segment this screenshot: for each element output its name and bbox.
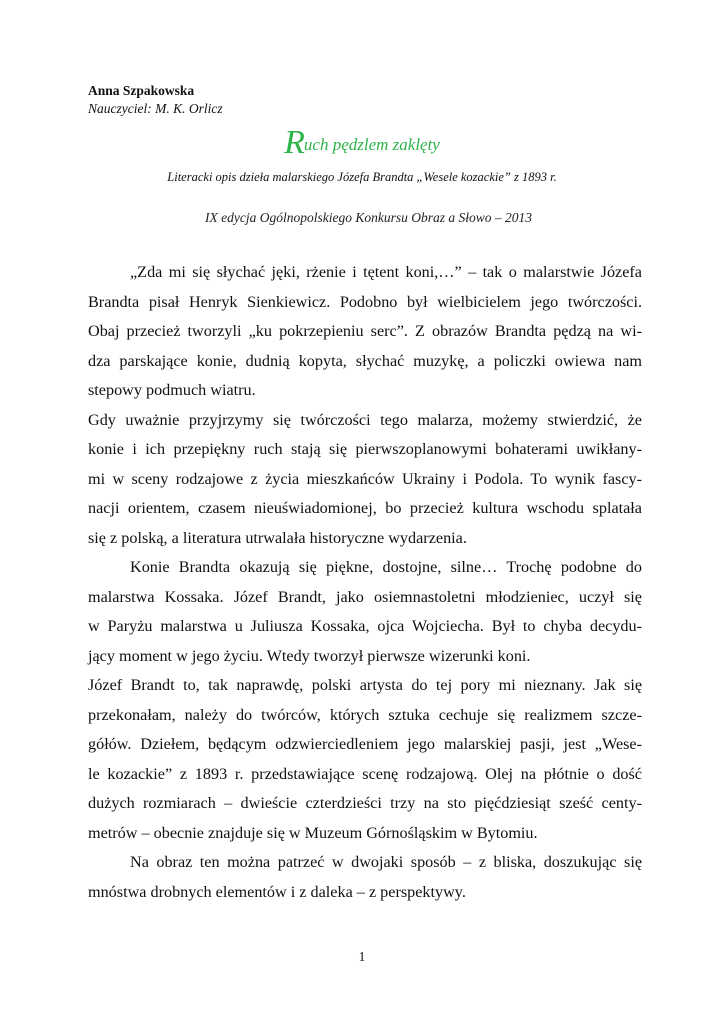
text-line: „Zda mi się słychać jęki, rżenie i tętent koni,…” – tak o malarstwie Józefa (130, 263, 642, 281)
body-text (88, 258, 642, 907)
page-number: 1 (358, 949, 366, 964)
text-line: konie i ich przepiękny ruch stają się pierwszoplanowymi bohaterami uwikłany- (88, 440, 642, 458)
text-line: metrów – obecnie znajduje się w Muzeum Górnośląskim w Bytomiu. (88, 823, 538, 842)
text-line: mi w sceny rodzajowe z życia mieszkańców Ukrainy i Podola. To wynik fascy- (88, 469, 642, 488)
text-line: Obaj przecież tworzyli „ku pokrzepieniu serc”. Z obrazów Brandta pędzą na wi- (88, 322, 642, 340)
paragraph-4 (88, 671, 642, 848)
document-subtitle: Literacki opis dzieła malarskiego Józefa Brandta „Wesele kozackie” z 1893 r. (167, 170, 557, 184)
text-line: w Paryżu malarstwa u Juliusza Kossaka, ojca Wojciecha. Był to chyba decydu- (88, 617, 642, 635)
text-line: Józef Brandt to, tak naprawdę, polski artysta do tej pory mi nieznany. Jak się (88, 676, 642, 694)
teacher-name: Nauczyciel: M. K. Orlicz (88, 101, 223, 116)
paragraph-1 (88, 258, 642, 406)
text-line: się z polską, a literatura utrwalała historyczne wydarzenia. (88, 528, 467, 547)
text-line: stepowy podmuch wiatru. (88, 381, 256, 399)
text-line: jący moment w jego życiu. Wtedy tworzył pierwsze wizerunki koni. (88, 646, 531, 665)
author-name: Anna Szpakowska (88, 83, 195, 98)
text-line: mnóstwa drobnych elementów i z daleka – z perspektywy. (88, 882, 466, 901)
text-line: Brandta pisał Henryk Sienkiewicz. Podobno był wielbicielem jego twórczości. (88, 292, 642, 311)
text-line: dużych rozmiarach – dwieście czterdzieści trzy na sto pięćdziesiąt sześć centy- (88, 794, 642, 812)
contest-edition: IX edycja Ogólnopolskiego Konkursu Obraz a Słowo – 2013 (205, 210, 532, 225)
text-line: gółów. Dziełem, będącym odzwierciedleniem jego malarskiej pasji, jest „Wese- (88, 735, 642, 753)
paragraph-3 (88, 553, 642, 671)
paragraph-2 (88, 406, 642, 554)
text-line: le kozackie” z 1893 r. przedstawiające scenę rodzajową. Olej na płótnie o dość (88, 764, 642, 783)
title-initial: R (284, 124, 304, 161)
paragraph-5 (88, 848, 642, 907)
text-line: Konie Brandta okazują się piękne, dostojne, silne… Trochę podobne do (130, 558, 642, 576)
text-line: Na obraz ten można patrzeć w dwojaki sposób – z bliska, doszukując się (130, 853, 642, 871)
title-rest: uch pędzlem zaklęty (303, 135, 440, 154)
text-line: nacji orientem, czasem nieuświadomionej, bo przecież kultura wschodu splatała (88, 499, 642, 517)
document-title (0, 124, 724, 161)
text-line: przekonałam, należy do twórców, których sztuka cechuje się realizmem szcze- (88, 705, 642, 724)
text-line: dza parskające konie, dudnią kopyta, słychać muzykę, a policzki owiewa nam (88, 351, 642, 370)
text-line: Gdy uważnie przyjrzymy się twórczości tego malarza, możemy stwierdzić, że (88, 410, 642, 429)
text-line: malarstwa Kossaka. Józef Brandt, jako osiemnastoletni młodzieniec, uczył się (88, 587, 642, 606)
